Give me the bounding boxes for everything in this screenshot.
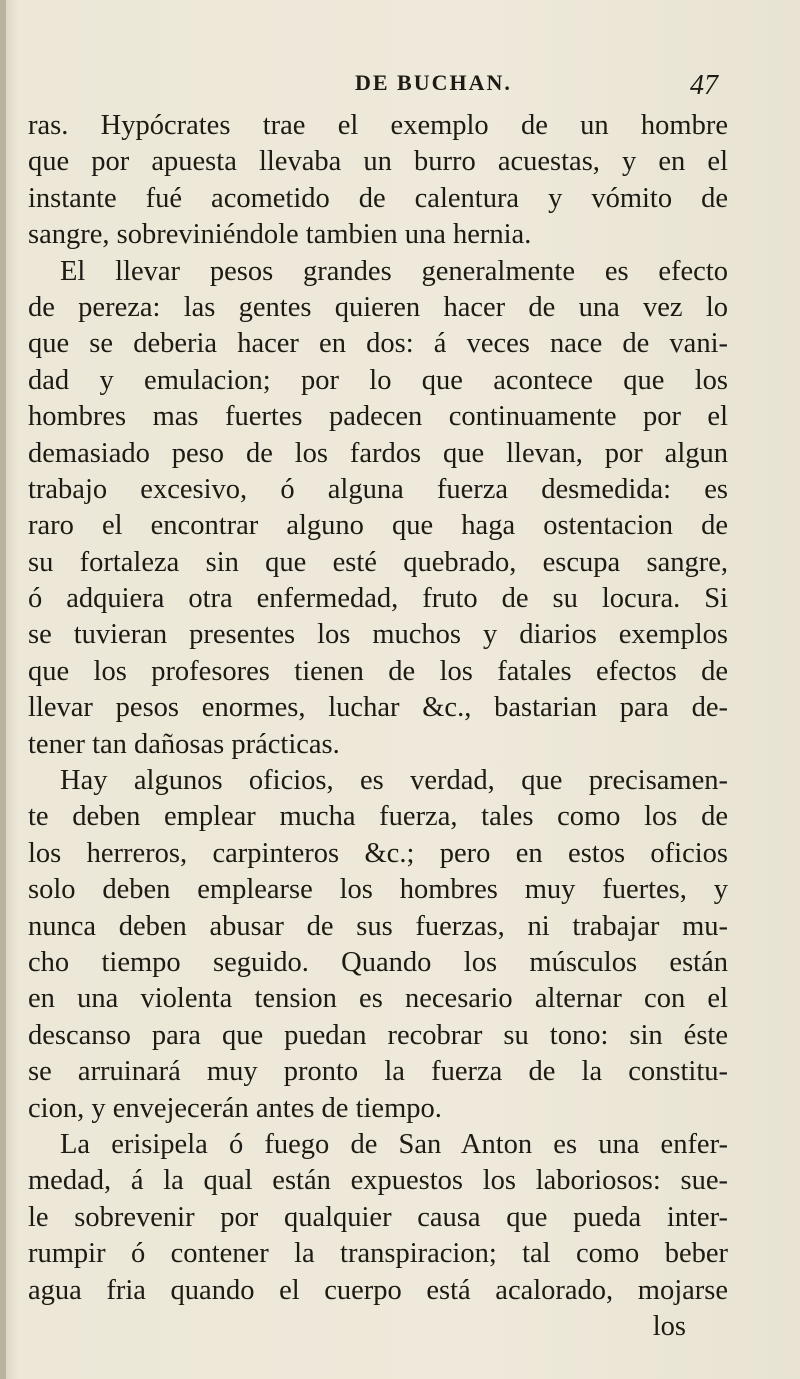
text-line: cho tiempo seguido. Quando los músculos están: [28, 946, 728, 978]
text-line: que por apuesta llevaba un burro acuestas, y en el: [28, 146, 728, 178]
text-line: ó adquiera otra enfermedad, fruto de su locura. Si: [28, 583, 728, 615]
catchword: los: [652, 1310, 686, 1342]
page-header: [0, 70, 800, 110]
paragraph-start-line: El llevar pesos grandes generalmente es efecto: [60, 255, 728, 287]
text-line: tener tan dañosas prácticas.: [28, 728, 340, 760]
text-line: demasiado peso de los fardos que llevan, por algun: [28, 437, 728, 469]
body-text: [28, 108, 728, 1345]
text-line: se tuvieran presentes los muchos y diarios exemplos: [28, 619, 728, 651]
text-line: descanso para que puedan recobrar su tono: sin éste: [28, 1019, 728, 1051]
text-line: cion, y envejecerán antes de tiempo.: [28, 1092, 442, 1124]
paragraph-start-line: Hay algunos oficios, es verdad, que precisamen-: [60, 765, 728, 797]
text-line: sangre, sobreviniéndole tambien una hernia.: [28, 219, 532, 251]
text-line: hombres mas fuertes padecen continuamente por el: [28, 401, 728, 433]
text-line: ras. Hypócrates trae el exemplo de un hombre: [28, 110, 728, 141]
running-head: DE BUCHAN.: [355, 70, 512, 95]
text-line: que los profesores tienen de los fatales efectos de: [28, 655, 728, 687]
text-line: raro el encontrar alguno que haga ostentacion de: [28, 510, 728, 542]
text-line: agua fria quando el cuerpo está acalorado, mojarse: [28, 1274, 728, 1306]
text-line: le sobrevenir por qualquier causa que pueda inter-: [28, 1201, 728, 1233]
text-line: trabajo excesivo, ó alguna fuerza desmedida: es: [28, 473, 728, 505]
page-number: 47: [690, 70, 718, 101]
text-line: los herreros, carpinteros &c.; pero en estos oficios: [28, 837, 728, 869]
paragraph-start-line: La erisipela ó fuego de San Anton es una enfer-: [60, 1128, 728, 1160]
text-line: su fortaleza sin que esté quebrado, escupa sangre,: [28, 546, 728, 578]
text-line: nunca deben abusar de sus fuerzas, ni trabajar mu-: [28, 910, 728, 942]
text-line: llevar pesos enormes, luchar &c., bastarian para de-: [28, 692, 728, 724]
text-line: se arruinará muy pronto la fuerza de la constitu-: [28, 1056, 728, 1088]
page-edge-shadow: [0, 0, 6, 1379]
text-line: medad, á la qual están expuestos los laboriosos: sue-: [28, 1165, 728, 1197]
text-line: solo deben emplearse los hombres muy fuertes, y: [28, 874, 728, 906]
text-line: dad y emulacion; por lo que acontece que los: [28, 364, 728, 396]
text-line: rumpir ó contener la transpiracion; tal como beber: [28, 1238, 728, 1270]
text-line: que se deberia hacer en dos: á veces nace de vani-: [28, 328, 728, 360]
text-line: instante fué acometido de calentura y vómito de: [28, 182, 728, 214]
text-line: de pereza: las gentes quieren hacer de una vez lo: [28, 291, 728, 323]
text-line: en una violenta tension es necesario alternar con el: [28, 983, 728, 1015]
text-line: te deben emplear mucha fuerza, tales como los de: [28, 801, 728, 833]
